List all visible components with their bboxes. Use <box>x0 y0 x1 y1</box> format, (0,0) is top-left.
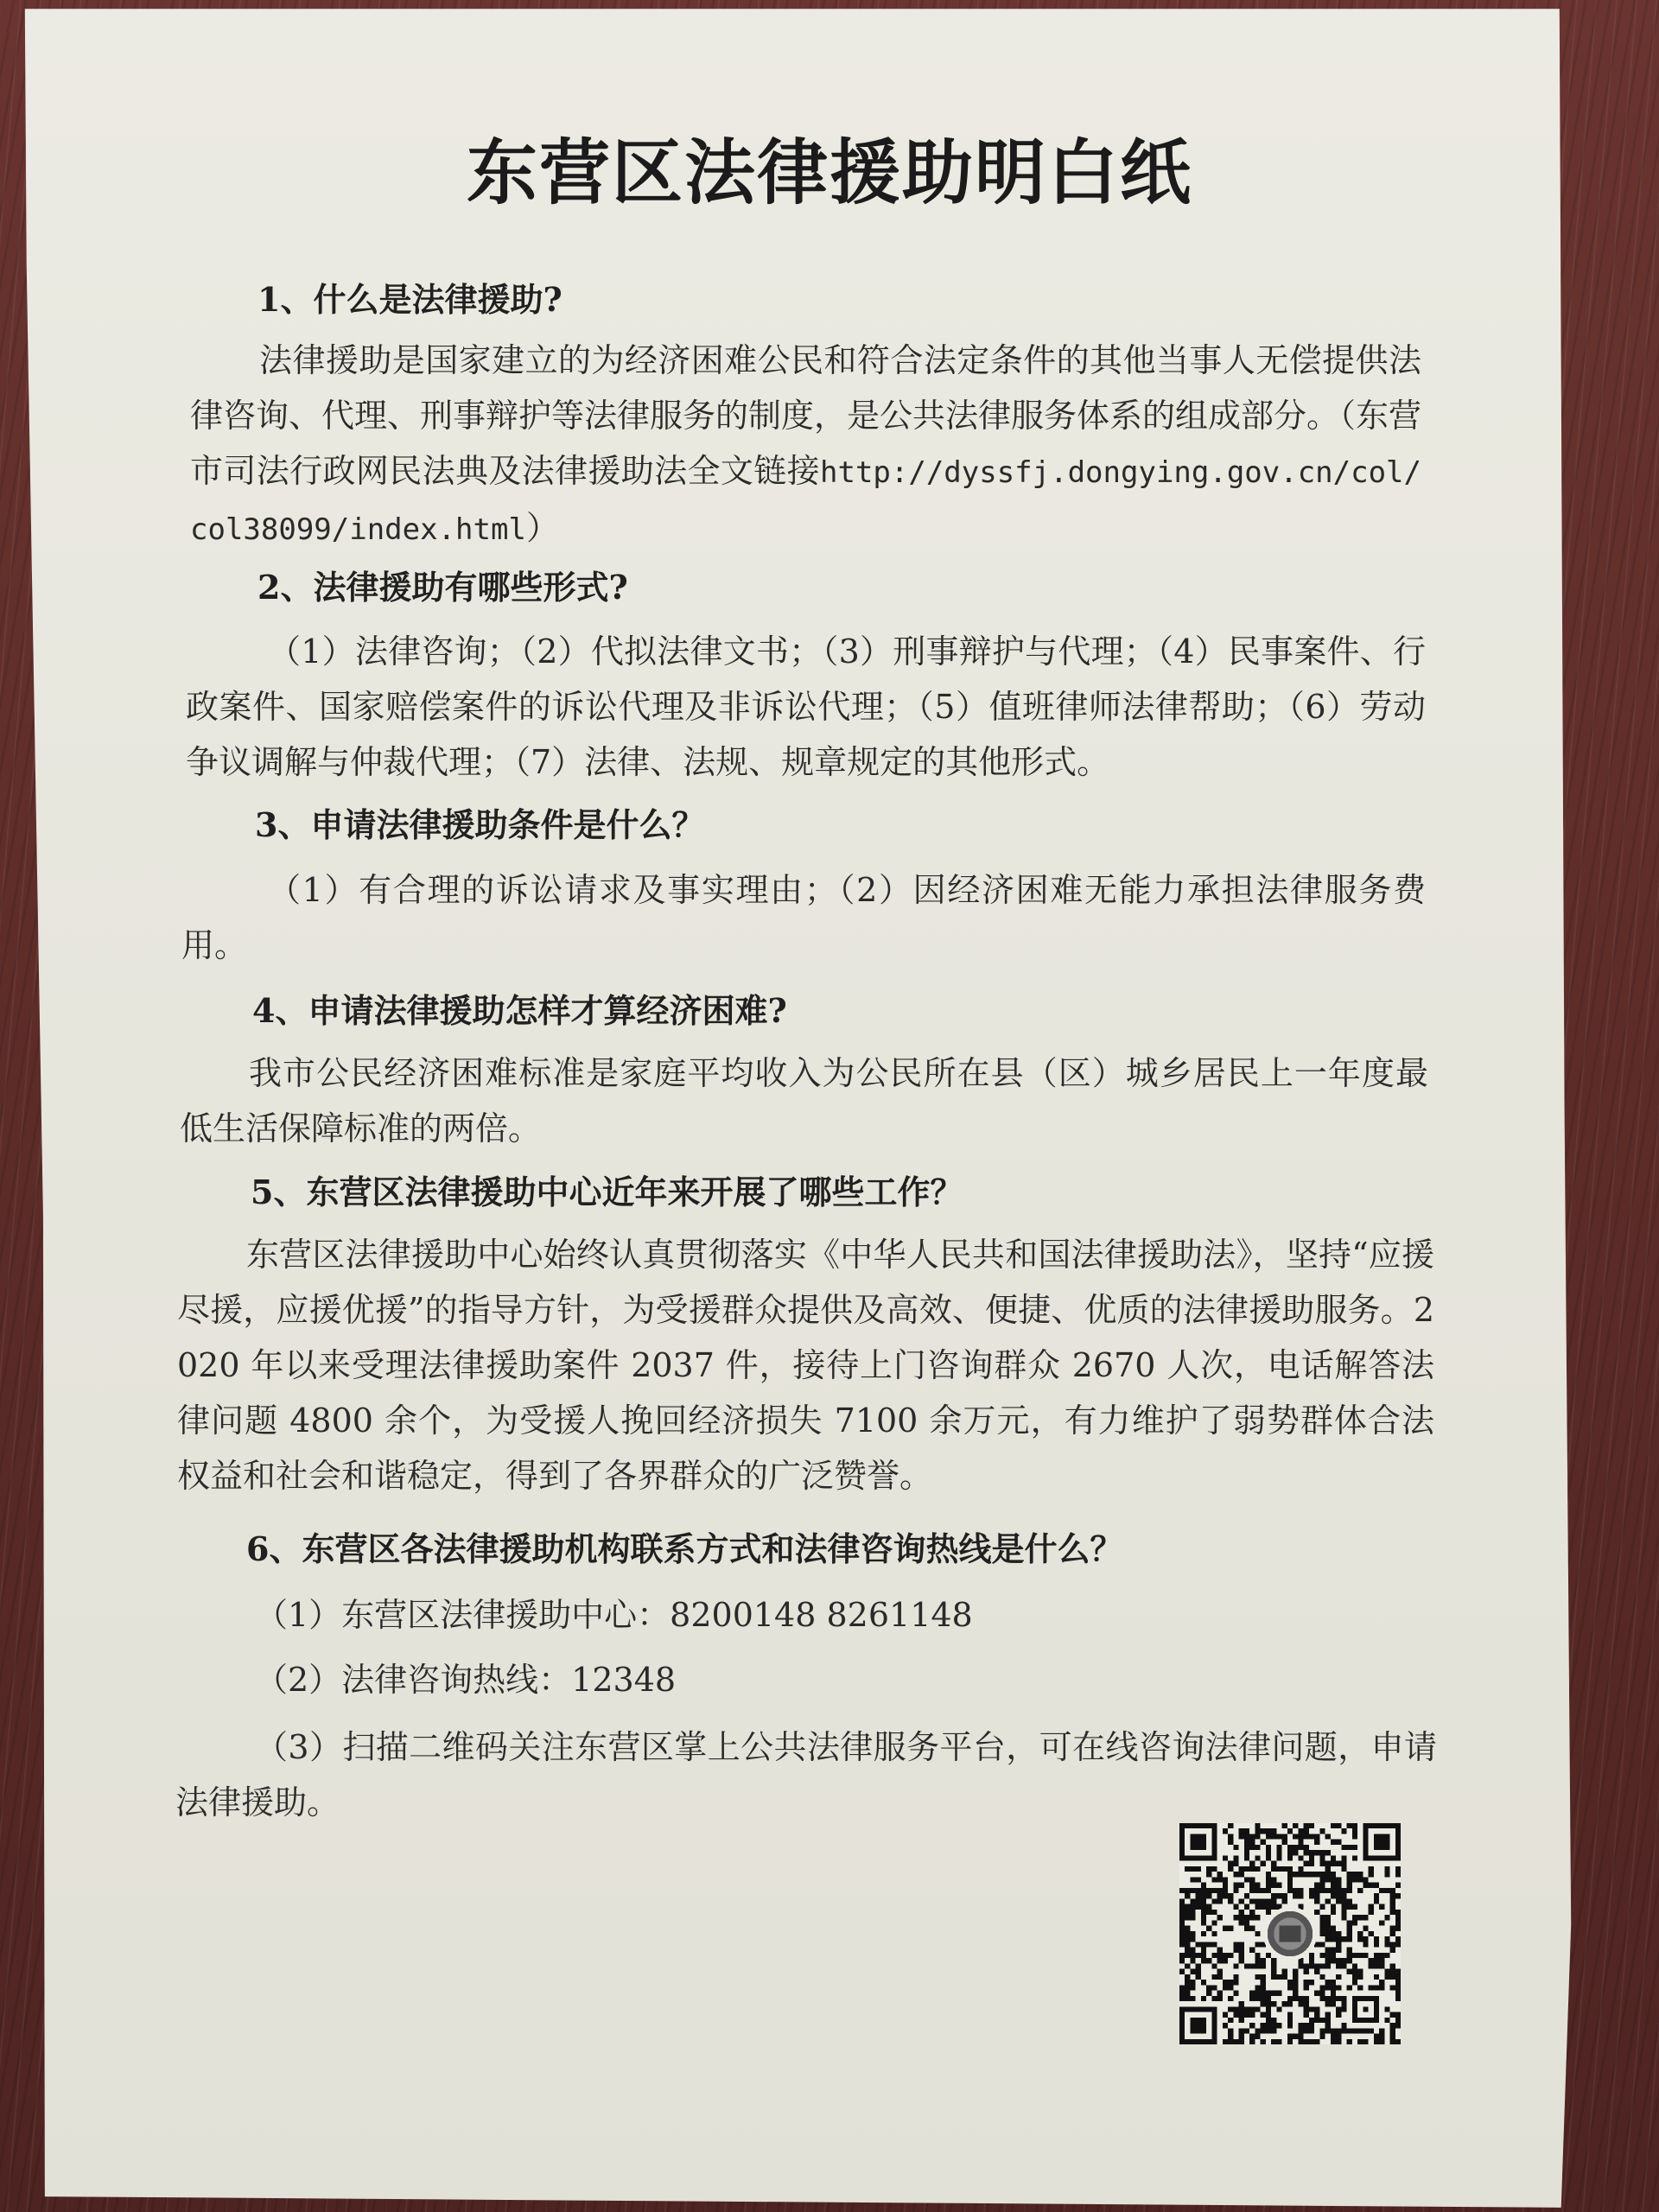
section-3-body: （1）有合理的诉讼请求及事实理由；（2）因经济困难无能力承担法律服务费用。 <box>181 871 1426 964</box>
section-1-heading: 1、什么是法律援助? <box>257 280 563 319</box>
section-4-body: 我市公民经济困难标准是家庭平均收入为公民所在县（区）城乡居民上一年度最低生活保障标准的两倍。 <box>180 1054 1428 1147</box>
contact-item-qr-instructions: （3）扫描二维码关注东营区掌上公共法律服务平台，可在线咨询法律问题，申请法律援助。 <box>175 1728 1437 1821</box>
section-4-heading: 4、申请法律援助怎样才算经济困难? <box>252 991 787 1030</box>
section-5-heading: 5、东营区法律援助中心近年来开展了哪些工作？ <box>251 1173 963 1211</box>
section-1-text: 法律援助是国家建立的为经济困难公民和符合法定条件的其他当事人无偿提供法律咨询、代理、刑事辩护等法律服务的制度，是公共法律服务体系的组成部分。（东营市司法行政网民法典及法律援助法全文链接 <box>190 341 1422 490</box>
national-emblem-icon <box>1263 1907 1317 1961</box>
section-2-body: （1）法律咨询；（2）代拟法律文书；（3）刑事辩护与代理；（4）民事案件、行政案件、国家赔偿案件的诉讼代理及非诉讼代理；（5）值班律师法律帮助；（6）劳动争议调解与仲裁代理；（7）法律、法规、规章规定的其他形式。 <box>186 632 1426 781</box>
section-6-heading: 6、东营区各法律援助机构联系方式和法律咨询热线是什么？ <box>246 1529 1123 1568</box>
qr-code-icon[interactable] <box>1179 1823 1401 2044</box>
section-2-heading: 2、法律援助有哪些形式? <box>257 568 628 607</box>
contact-item-hotline: （2）法律咨询热线：12348 <box>255 1661 677 1699</box>
section-1-body <box>190 333 1421 557</box>
section-1-link-suffix: ） <box>525 509 559 547</box>
contact-item-center: （1）东营区法律援助中心：8200148 8261148 <box>255 1596 973 1634</box>
page-title: 东营区法律援助明白纸 <box>466 131 1192 214</box>
section-1-link[interactable]: http://dyssfj.dongying.gov.cn/col/col38099/index.html <box>190 455 1421 547</box>
section-5-body: 东营区法律援助中心始终认真贯彻落实《中华人民共和国法律援助法》，坚持“应援尽援，应援优援”的指导方针，为受援群众提供及高效、便捷、优质的法律援助服务。2020 年以来受理法律援助案件 2037 件，接待上门咨询群众 2670 人次，电话解答法律问题 4800 余个，为受援人挽回经济损失 7100 余万元，有力维护了弱势群体合法权益和社会和谐稳定，得到了各界群众的广泛赞誉。 <box>177 1236 1434 1495</box>
section-3-heading: 3、申请法律援助条件是什么？ <box>255 805 705 844</box>
